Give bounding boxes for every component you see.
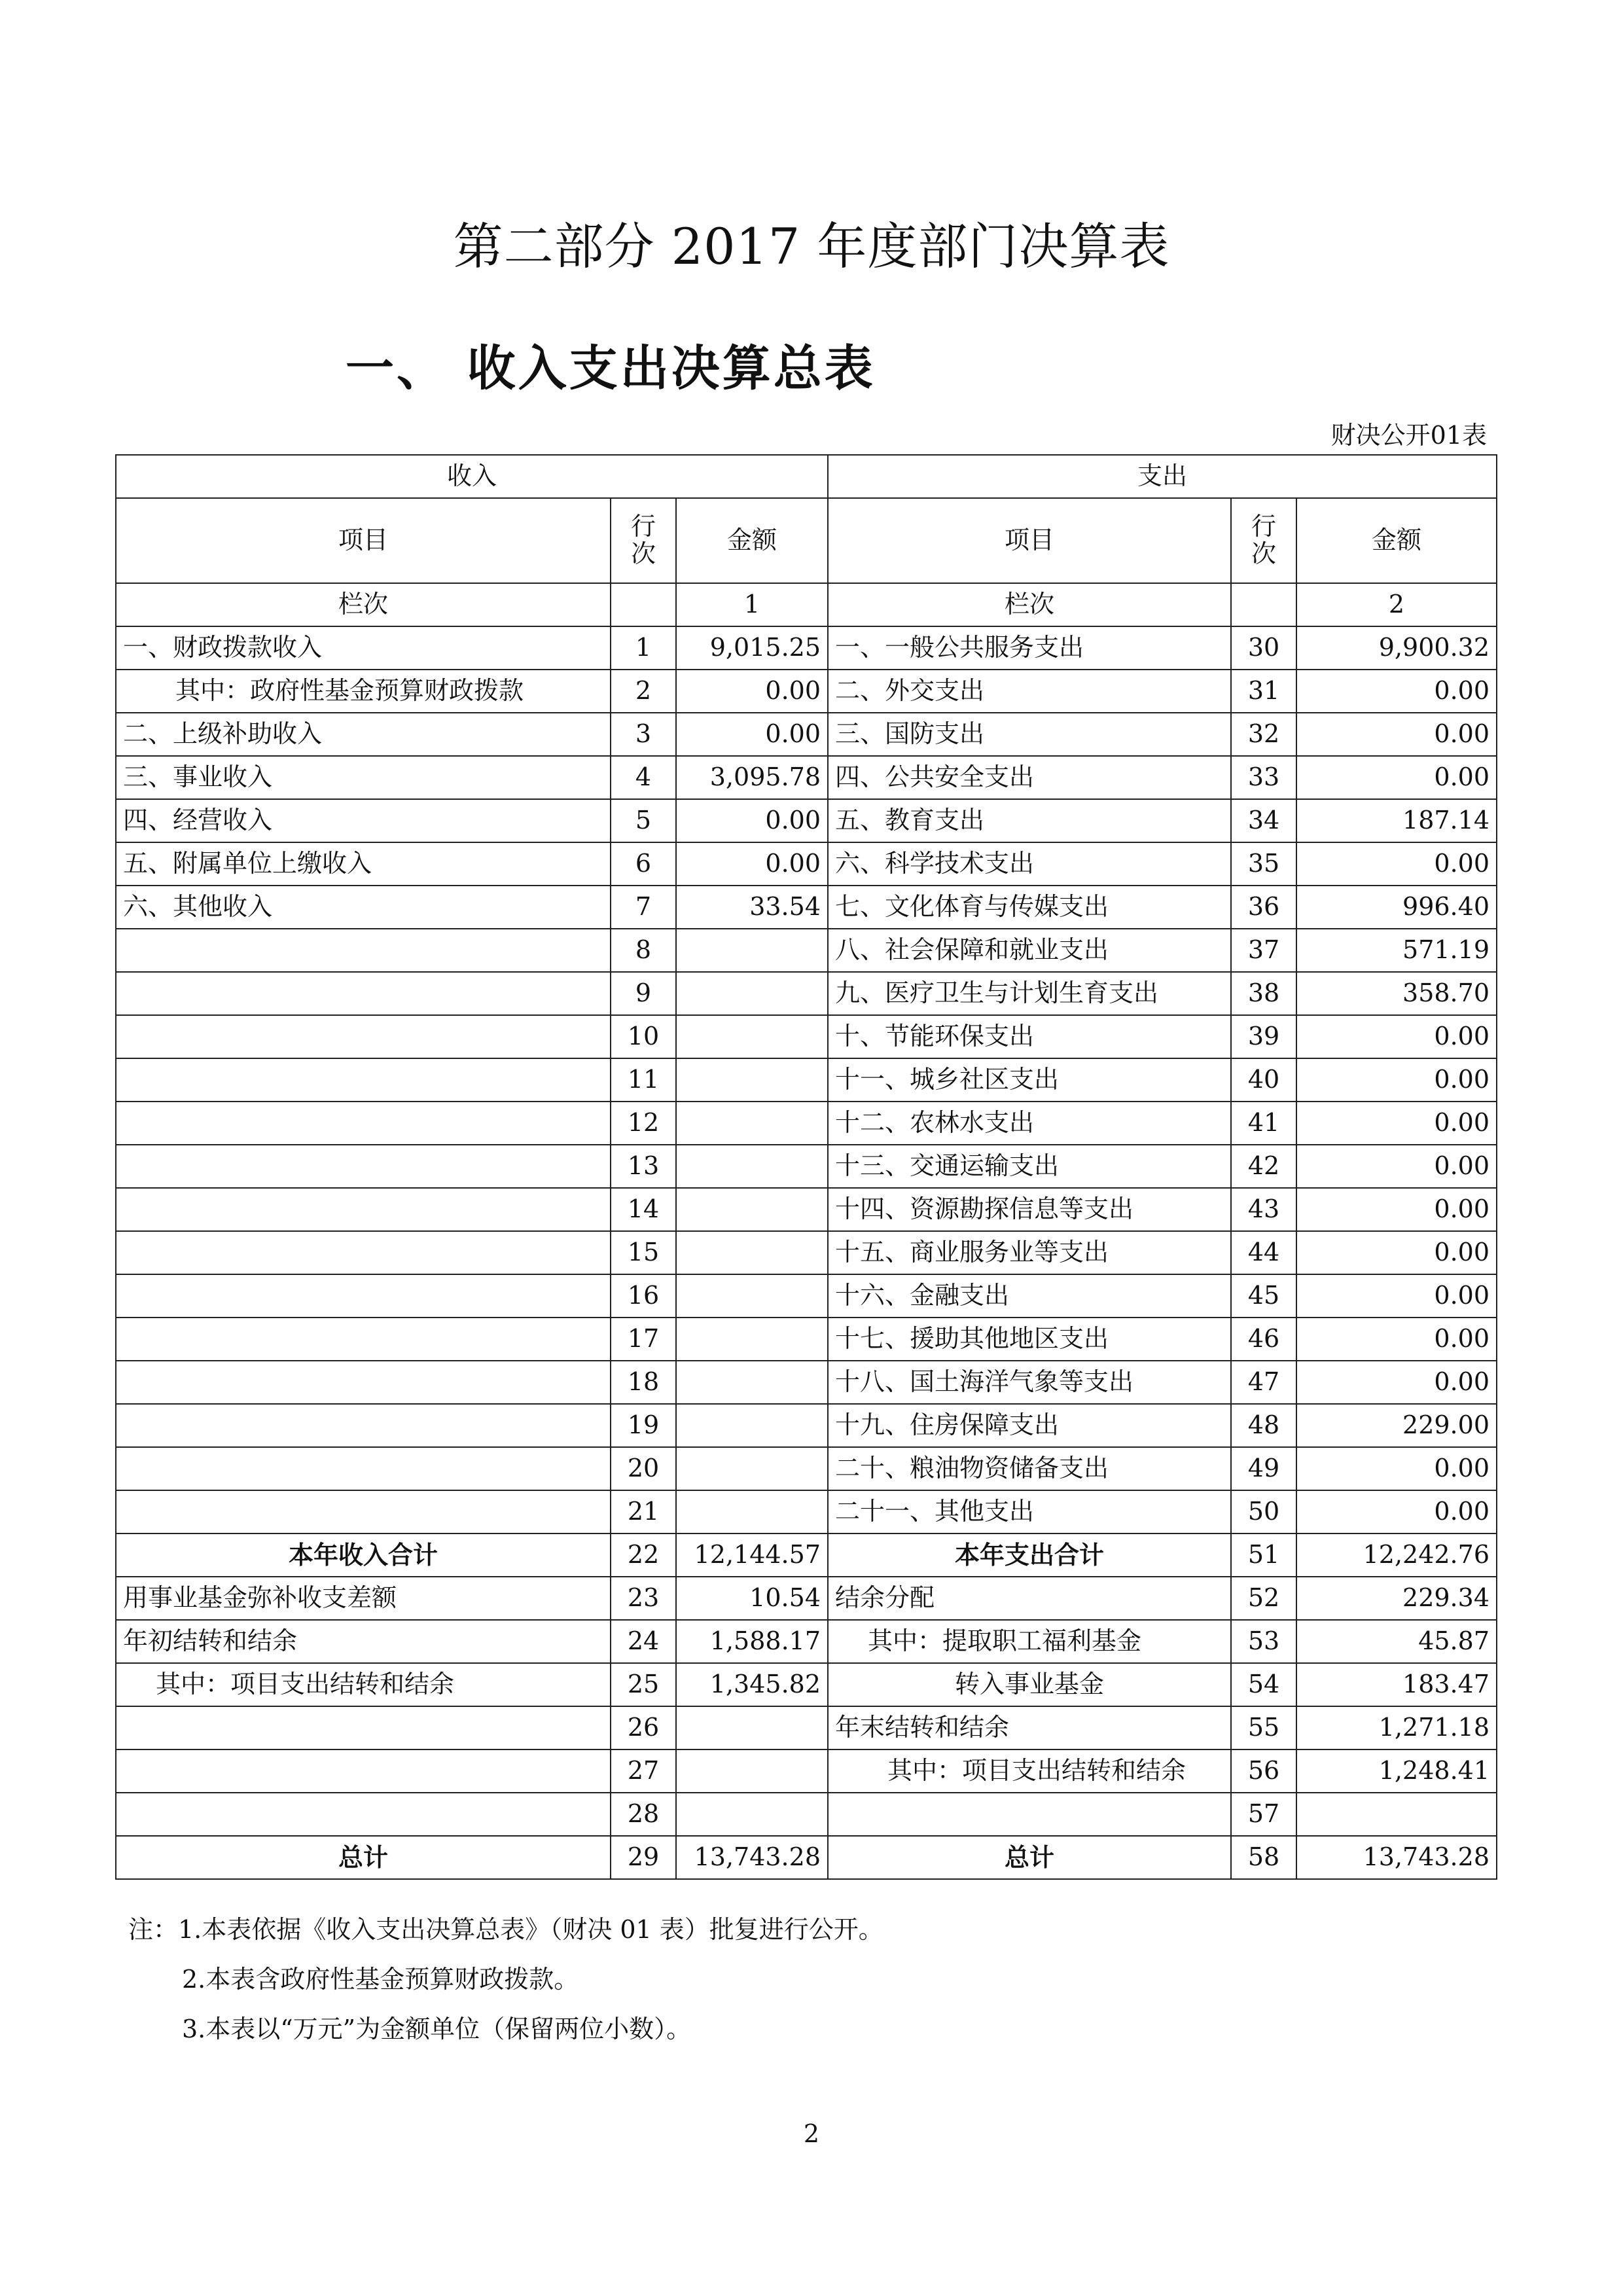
expense-amount-cell: 0.00 <box>1296 1490 1497 1534</box>
table-row <box>116 972 1497 1015</box>
expense-rowno-cell: 37 <box>1231 929 1296 972</box>
income-rowno-cell: 14 <box>611 1188 676 1231</box>
income-rowno-cell: 7 <box>611 886 676 929</box>
income-rowno-cell: 4 <box>611 756 676 799</box>
expense-amount-cell: 0.00 <box>1296 1447 1497 1490</box>
expense-rowno-cell: 48 <box>1231 1404 1296 1447</box>
income-amount-cell <box>676 1706 828 1749</box>
expense-amount-cell: 0.00 <box>1296 1188 1497 1231</box>
expense-item-cell: 其中：提取职工福利基金 <box>828 1620 1231 1663</box>
footnotes <box>128 1905 883 2054</box>
expense-rowno-cell: 54 <box>1231 1663 1296 1706</box>
expense-item-cell: 十七、援助其他地区支出 <box>828 1318 1231 1361</box>
table-row <box>116 886 1497 929</box>
income-amount-cell <box>676 1793 828 1836</box>
income-item-cell <box>116 1706 611 1749</box>
expense-item-cell: 十九、住房保障支出 <box>828 1404 1231 1447</box>
expense-amount-cell: 1,271.18 <box>1296 1706 1497 1749</box>
expense-amount-cell: 0.00 <box>1296 670 1497 713</box>
expense-item-cell: 七、文化体育与传媒支出 <box>828 886 1231 929</box>
table-number: 财决公开01表 <box>1330 421 1487 450</box>
income-item-cell <box>116 1361 611 1404</box>
expense-amount-cell: 1,248.41 <box>1296 1749 1497 1793</box>
income-rowno-cell: 15 <box>611 1231 676 1274</box>
expense-item-cell: 本年支出合计 <box>828 1534 1231 1577</box>
table-row <box>116 1274 1497 1318</box>
table-row <box>116 1749 1497 1793</box>
expense-col-index: 2 <box>1296 583 1497 626</box>
income-expense-table <box>115 454 1497 1880</box>
expense-item-cell: 一、一般公共服务支出 <box>828 626 1231 670</box>
income-item-cell: 四、经营收入 <box>116 799 611 842</box>
table-row <box>116 1404 1497 1447</box>
income-amount-header: 金额 <box>676 498 828 583</box>
header-row-group <box>116 455 1497 498</box>
expense-item-cell: 年末结转和结余 <box>828 1706 1231 1749</box>
income-item-cell <box>116 1102 611 1145</box>
expense-rowno-cell: 51 <box>1231 1534 1296 1577</box>
table-row <box>116 1318 1497 1361</box>
income-col-empty <box>611 583 676 626</box>
expense-rowno-cell: 34 <box>1231 799 1296 842</box>
expense-rowno-cell: 46 <box>1231 1318 1296 1361</box>
note-1: 注：1.本表依据《收入支出决算总表》（财决 01 表）批复进行公开。 <box>128 1915 883 1944</box>
expense-amount-cell: 45.87 <box>1296 1620 1497 1663</box>
expense-item-cell <box>828 1793 1231 1836</box>
expense-item-cell: 二十、粮油物资储备支出 <box>828 1447 1231 1490</box>
income-rowno-cell: 8 <box>611 929 676 972</box>
income-rowno-cell: 13 <box>611 1145 676 1188</box>
income-rowno-header <box>611 498 676 583</box>
expense-col-empty <box>1231 583 1296 626</box>
income-item-cell <box>116 1145 611 1188</box>
table-row <box>116 799 1497 842</box>
table-row <box>116 1102 1497 1145</box>
income-amount-cell: 1,345.82 <box>676 1663 828 1706</box>
income-amount-cell: 0.00 <box>676 670 828 713</box>
income-amount-cell <box>676 1188 828 1231</box>
expense-rowno-cell: 30 <box>1231 626 1296 670</box>
income-rowno-cell: 12 <box>611 1102 676 1145</box>
expense-rowno-cell: 45 <box>1231 1274 1296 1318</box>
income-amount-cell <box>676 1058 828 1102</box>
table-row <box>116 626 1497 670</box>
expense-rowno-cell: 56 <box>1231 1749 1296 1793</box>
income-header: 收入 <box>116 455 828 498</box>
expense-amount-cell: 187.14 <box>1296 799 1497 842</box>
expense-amount-cell: 0.00 <box>1296 1318 1497 1361</box>
expense-item-cell: 五、教育支出 <box>828 799 1231 842</box>
income-rowno-cell: 3 <box>611 713 676 756</box>
income-amount-cell: 9,015.25 <box>676 626 828 670</box>
expense-amount-cell: 0.00 <box>1296 1231 1497 1274</box>
table-row <box>116 1577 1497 1620</box>
table-row <box>116 1490 1497 1534</box>
expense-amount-cell: 9,900.32 <box>1296 626 1497 670</box>
expense-amount-cell: 0.00 <box>1296 1361 1497 1404</box>
expense-amount-cell: 0.00 <box>1296 1145 1497 1188</box>
income-item-cell <box>116 1015 611 1058</box>
expense-rowno-cell: 57 <box>1231 1793 1296 1836</box>
income-amount-cell <box>676 1404 828 1447</box>
expense-amount-cell: 183.47 <box>1296 1663 1497 1706</box>
income-rowno-cell: 24 <box>611 1620 676 1663</box>
income-amount-cell <box>676 972 828 1015</box>
expense-item-cell: 结余分配 <box>828 1577 1231 1620</box>
page-title: 第二部分 2017 年度部门决算表 <box>453 217 1170 276</box>
income-amount-cell: 33.54 <box>676 886 828 929</box>
income-item-cell <box>116 1318 611 1361</box>
income-amount-cell: 0.00 <box>676 842 828 886</box>
income-item-cell <box>116 1058 611 1102</box>
expense-rowno-cell: 40 <box>1231 1058 1296 1102</box>
income-item-cell <box>116 1793 611 1836</box>
income-amount-cell <box>676 1231 828 1274</box>
header-row-columns <box>116 498 1497 583</box>
income-amount-cell <box>676 1361 828 1404</box>
income-item-cell: 总计 <box>116 1836 611 1879</box>
expense-rowno-cell: 36 <box>1231 886 1296 929</box>
page-number: 2 <box>803 2119 820 2148</box>
income-amount-cell: 13,743.28 <box>676 1836 828 1879</box>
income-rowno-cell: 19 <box>611 1404 676 1447</box>
income-item-cell <box>116 1447 611 1490</box>
expense-amount-cell: 0.00 <box>1296 1274 1497 1318</box>
income-item-cell: 二、上级补助收入 <box>116 713 611 756</box>
income-amount-cell <box>676 1274 828 1318</box>
table-row <box>116 1058 1497 1102</box>
income-item-cell: 其中：项目支出结转和结余 <box>116 1663 611 1706</box>
expense-rowno-cell: 47 <box>1231 1361 1296 1404</box>
rowno-header-bottom: 次 <box>630 539 656 568</box>
expense-rowno-cell: 52 <box>1231 1577 1296 1620</box>
expense-item-cell: 十三、交通运输支出 <box>828 1145 1231 1188</box>
rowno-header-top: 行 <box>630 512 656 541</box>
income-amount-cell: 1,588.17 <box>676 1620 828 1663</box>
income-rowno-cell: 20 <box>611 1447 676 1490</box>
expense-amount-cell: 0.00 <box>1296 1058 1497 1102</box>
table-row <box>116 929 1497 972</box>
expense-rowno-cell: 33 <box>1231 756 1296 799</box>
income-amount-cell <box>676 1447 828 1490</box>
income-rowno-cell: 26 <box>611 1706 676 1749</box>
expense-rowno-cell: 42 <box>1231 1145 1296 1188</box>
income-item-cell <box>116 1749 611 1793</box>
income-amount-cell: 0.00 <box>676 799 828 842</box>
expense-item-cell: 十一、城乡社区支出 <box>828 1058 1231 1102</box>
table-row <box>116 1145 1497 1188</box>
expense-amount-cell: 358.70 <box>1296 972 1497 1015</box>
income-amount-cell <box>676 1318 828 1361</box>
income-rowno-cell: 10 <box>611 1015 676 1058</box>
expense-item-cell: 其中：项目支出结转和结余 <box>828 1749 1231 1793</box>
income-amount-cell: 3,095.78 <box>676 756 828 799</box>
income-amount-cell: 10.54 <box>676 1577 828 1620</box>
expense-amount-cell: 12,242.76 <box>1296 1534 1497 1577</box>
expense-amount-cell: 571.19 <box>1296 929 1497 972</box>
expense-amount-cell <box>1296 1793 1497 1836</box>
income-amount-cell <box>676 1490 828 1534</box>
table-row <box>116 1447 1497 1490</box>
income-amount-cell: 0.00 <box>676 713 828 756</box>
expense-item-cell: 二十一、其他支出 <box>828 1490 1231 1534</box>
income-item-cell: 其中：政府性基金预算财政拨款 <box>116 670 611 713</box>
expense-amount-cell: 0.00 <box>1296 1015 1497 1058</box>
expense-amount-cell: 229.34 <box>1296 1577 1497 1620</box>
income-rowno-cell: 18 <box>611 1361 676 1404</box>
expense-amount-cell: 13,743.28 <box>1296 1836 1497 1879</box>
income-rowno-cell: 21 <box>611 1490 676 1534</box>
expense-item-cell: 九、医疗卫生与计划生育支出 <box>828 972 1231 1015</box>
income-item-cell <box>116 1404 611 1447</box>
income-item-cell: 用事业基金弥补收支差额 <box>116 1577 611 1620</box>
income-amount-cell <box>676 929 828 972</box>
expense-amount-cell: 0.00 <box>1296 713 1497 756</box>
expense-rowno-header <box>1231 498 1296 583</box>
expense-item-cell: 四、公共安全支出 <box>828 756 1231 799</box>
expense-rowno-cell: 55 <box>1231 1706 1296 1749</box>
expense-item-cell: 十五、商业服务业等支出 <box>828 1231 1231 1274</box>
expense-amount-cell: 229.00 <box>1296 1404 1497 1447</box>
table-row <box>116 1231 1497 1274</box>
expense-item-cell: 十八、国土海洋气象等支出 <box>828 1361 1231 1404</box>
table-row <box>116 1620 1497 1663</box>
income-amount-cell: 12,144.57 <box>676 1534 828 1577</box>
income-rowno-cell: 22 <box>611 1534 676 1577</box>
section-title: 一、 收入支出决算总表 <box>346 340 876 397</box>
table-row <box>116 756 1497 799</box>
income-rowno-cell: 6 <box>611 842 676 886</box>
expense-rowno-cell: 32 <box>1231 713 1296 756</box>
expense-item-cell: 八、社会保障和就业支出 <box>828 929 1231 972</box>
table-row <box>116 1188 1497 1231</box>
income-item-cell <box>116 1274 611 1318</box>
income-item-header: 项目 <box>116 498 611 583</box>
income-rowno-cell: 17 <box>611 1318 676 1361</box>
income-item-cell: 五、附属单位上缴收入 <box>116 842 611 886</box>
rowno-header-top: 行 <box>1251 512 1276 541</box>
income-item-cell: 六、其他收入 <box>116 886 611 929</box>
income-rowno-cell: 27 <box>611 1749 676 1793</box>
table-row <box>116 1361 1497 1404</box>
expense-rowno-cell: 43 <box>1231 1188 1296 1231</box>
income-rowno-cell: 11 <box>611 1058 676 1102</box>
expense-rowno-cell: 38 <box>1231 972 1296 1015</box>
income-amount-cell <box>676 1015 828 1058</box>
income-amount-cell <box>676 1749 828 1793</box>
expense-amount-cell: 0.00 <box>1296 842 1497 886</box>
income-item-cell <box>116 929 611 972</box>
note-3: 3.本表以“万元”为金额单位（保留两位小数）。 <box>182 2015 692 2043</box>
expense-amount-cell: 996.40 <box>1296 886 1497 929</box>
expense-item-cell: 十二、农林水支出 <box>828 1102 1231 1145</box>
table-row <box>116 1015 1497 1058</box>
income-item-cell <box>116 1490 611 1534</box>
expense-item-header: 项目 <box>828 498 1231 583</box>
expense-amount-cell: 0.00 <box>1296 1102 1497 1145</box>
note-2: 2.本表含政府性基金预算财政拨款。 <box>182 1965 579 1994</box>
rowno-header-bottom: 次 <box>1251 539 1276 568</box>
expense-rowno-cell: 41 <box>1231 1102 1296 1145</box>
income-item-cell: 本年收入合计 <box>116 1534 611 1577</box>
income-rowno-cell: 29 <box>611 1836 676 1879</box>
expense-header: 支出 <box>828 455 1497 498</box>
income-item-cell <box>116 1188 611 1231</box>
expense-rowno-cell: 53 <box>1231 1620 1296 1663</box>
income-item-cell <box>116 1231 611 1274</box>
income-rowno-cell: 9 <box>611 972 676 1015</box>
expense-item-cell: 二、外交支出 <box>828 670 1231 713</box>
expense-rowno-cell: 39 <box>1231 1015 1296 1058</box>
table-row <box>116 1534 1497 1577</box>
expense-item-cell: 转入事业基金 <box>828 1663 1231 1706</box>
expense-item-cell: 三、国防支出 <box>828 713 1231 756</box>
expense-rowno-cell: 50 <box>1231 1490 1296 1534</box>
expense-rowno-cell: 31 <box>1231 670 1296 713</box>
table-row <box>116 842 1497 886</box>
expense-item-cell: 十、节能环保支出 <box>828 1015 1231 1058</box>
column-index-row <box>116 583 1497 626</box>
income-rowno-cell: 28 <box>611 1793 676 1836</box>
table-row <box>116 1706 1497 1749</box>
income-rowno-cell: 23 <box>611 1577 676 1620</box>
expense-item-cell: 十四、资源勘探信息等支出 <box>828 1188 1231 1231</box>
table-row <box>116 1836 1497 1879</box>
expense-amount-header: 金额 <box>1296 498 1497 583</box>
income-amount-cell <box>676 1145 828 1188</box>
income-rowno-cell: 5 <box>611 799 676 842</box>
expense-amount-cell: 0.00 <box>1296 756 1497 799</box>
expense-rowno-cell: 44 <box>1231 1231 1296 1274</box>
income-item-cell: 年初结转和结余 <box>116 1620 611 1663</box>
table-row <box>116 670 1497 713</box>
income-col-label: 栏次 <box>116 583 611 626</box>
income-rowno-cell: 16 <box>611 1274 676 1318</box>
income-item-cell <box>116 972 611 1015</box>
income-rowno-cell: 2 <box>611 670 676 713</box>
expense-rowno-cell: 49 <box>1231 1447 1296 1490</box>
income-item-cell: 三、事业收入 <box>116 756 611 799</box>
expense-rowno-cell: 35 <box>1231 842 1296 886</box>
table-row <box>116 713 1497 756</box>
expense-rowno-cell: 58 <box>1231 1836 1296 1879</box>
income-rowno-cell: 25 <box>611 1663 676 1706</box>
income-item-cell: 一、财政拨款收入 <box>116 626 611 670</box>
table-row <box>116 1663 1497 1706</box>
income-col-index: 1 <box>676 583 828 626</box>
expense-item-cell: 十六、金融支出 <box>828 1274 1231 1318</box>
table-row <box>116 1793 1497 1836</box>
expense-item-cell: 总计 <box>828 1836 1231 1879</box>
income-rowno-cell: 1 <box>611 626 676 670</box>
expense-col-label: 栏次 <box>828 583 1231 626</box>
expense-item-cell: 六、科学技术支出 <box>828 842 1231 886</box>
income-amount-cell <box>676 1102 828 1145</box>
